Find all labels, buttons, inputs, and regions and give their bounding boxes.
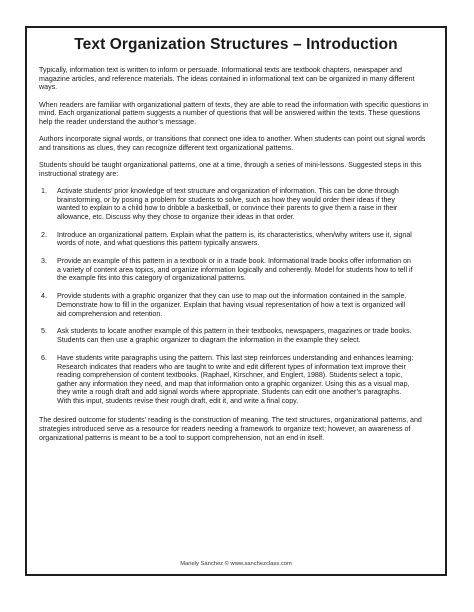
list-item [39, 257, 433, 283]
list-item [39, 354, 433, 406]
step-number: 5. [41, 327, 47, 336]
step-number: 1. [41, 187, 47, 196]
step-text: Provide an example of this pattern in a textbook or in a trade book. Informational trade books offer information on a variety of content area topics, and organize information logically and coherently. Model for students how to tell if the example fits into this category of organizational patterns. [57, 257, 413, 283]
step-text: Provide students with a graphic organizer that they can use to map out the information contained in the sample. Demonstrate how to fill in the organizer. Explain that having visual representation of how a text is organized will aid comprehension and retention. [57, 292, 407, 318]
mini-lessons-paragraph: Students should be taught organizational patterns, one at a time, through a series of mini-lessons. Suggested steps in this instructional strategy are: [39, 161, 422, 178]
readers-paragraph: When readers are familiar with organizational pattern of texts, they are able to read the information with specific questions in mind. Each organizational pattern suggests a number of questions that will be answered within the texts. These questions help the reader understand the author’s message. [39, 100, 429, 126]
step-text: Have students write paragraphs using the pattern. This last step reinforces understanding and enhances learning: Research indicates that readers who are taught to write and edit different types of information text improve their reading comprehension of content textbooks. (Raphael, Kirschner, and Englert, 1988). Students select a topic, gather any information they need, and map that information onto a graphic organizer. Using this as a visual map, they write a rough draft and add signal words where appropriate. Students can edit one another’s paragraphs. With this input, students revise their rough draft, edit it, and write a final copy. [57, 353, 414, 405]
step-text: Activate students’ prior knowledge of text structure and organization of information. This can be done through brainstorming, or by posing a problem for students to solve, such as how they would order their ideas if they wanted to explain to a child how to dribble a basketball, or convince their parents to give them a raise in their allowance, etc. Discuss why they chose to organize their ideas in that order. [57, 187, 399, 221]
page-border [25, 26, 447, 576]
step-text: Introduce an organizational pattern. Explain what the pattern is, its characteristics, when/why writers use it, signal words of note, and what questions this pattern typically answers. [57, 230, 412, 248]
step-number: 2. [41, 230, 47, 239]
list-item [39, 327, 433, 344]
list-item [39, 187, 433, 221]
step-number: 3. [41, 257, 47, 266]
signal-words-paragraph: Authors incorporate signal words, or transitions that connect one idea to another. When students can point out signal words and transitions as clues, they can recognize different text organizational patterns. [39, 135, 426, 152]
list-item [39, 292, 433, 318]
step-text: Ask students to locate another example of this pattern in their textbooks, newspapers, magazines or trade books. Students can then use a graphic organizer to diagram the information in the example they select. [57, 327, 412, 345]
page-title: Text Organization Structures – Introduction [74, 36, 398, 53]
list-item [39, 231, 433, 248]
step-number: 4. [41, 292, 47, 301]
steps-list [39, 187, 433, 405]
step-number: 6. [41, 353, 47, 362]
closing-paragraph: The desired outcome for students’ reading is the construction of meaning. The text structures, organizational patterns, and strategies introduced serve as a resource for readers needing a framework to organize text; however, an awareness of organizational patterns is meant to be a tool to support comprehension, not an end in itself. [39, 416, 422, 442]
intro-paragraph: Typically, information text is written to inform or persuade. Informational texts are textbook chapters, newspaper and magazine articles, and reference materials. The ideas contained in informational text can be organized in many different ways. [39, 66, 415, 92]
footer-credit: Mariely Sanchez © www.sanchezclass.com [180, 561, 292, 567]
